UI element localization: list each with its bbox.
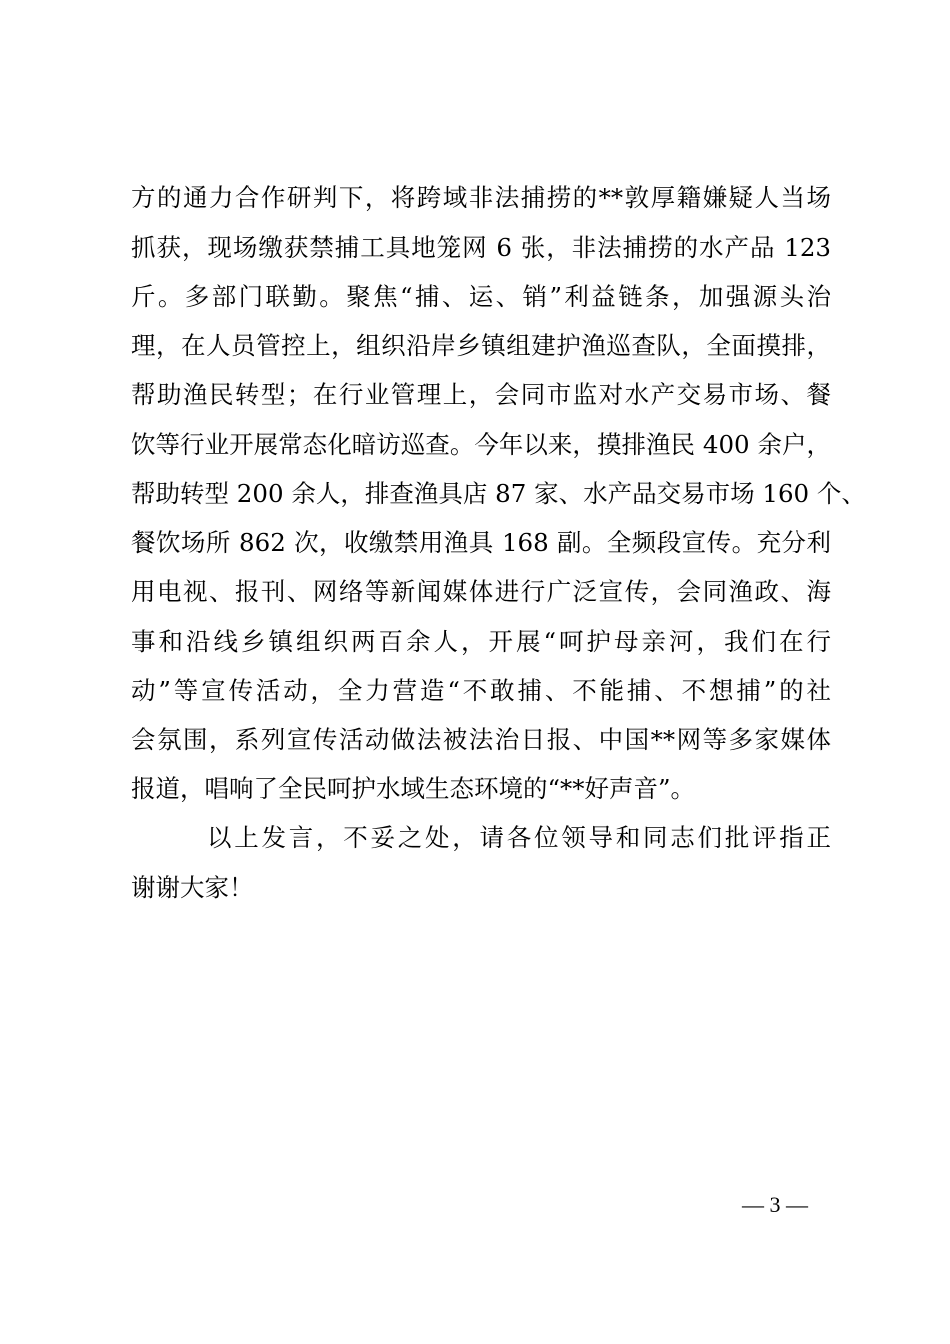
closing-line-2: 谢谢大家！ — [131, 873, 254, 902]
body-line-3: 斤。多部门联勤。聚焦“捕、运、销”利益链条，加强源头治 — [131, 282, 831, 311]
body-line-1: 方的通力合作研判下，将跨域非法捕捞的**敦厚籍嫌疑人当场 — [131, 183, 831, 212]
body-line-13: 报道，唱响了全民呵护水域生态环境的“**好声音”。 — [131, 774, 696, 803]
body-line-5: 帮助渔民转型；在行业管理上，会同市监对水产交易市场、餐 — [131, 380, 831, 409]
body-line-11: 动”等宣传活动，全力营造“不敢捕、不能捕、不想捕”的社 — [131, 676, 831, 705]
page-number: — 3 — — [742, 1192, 808, 1217]
closing-line-1: 以上发言，不妥之处，请各位领导和同志们批评指正 — [207, 823, 831, 852]
body-line-7: 帮助转型 200 余人，排查渔具店 87 家、水产品交易市场 160 个、 — [131, 479, 866, 508]
body-line-10: 事和沿线乡镇组织两百余人，开展“呵护母亲河，我们在行 — [131, 627, 831, 656]
body-line-6: 饮等行业开展常态化暗访巡查。今年以来，摸排渔民 400 余户， — [131, 430, 831, 459]
body-line-2: 抓获，现场缴获禁捕工具地笼网 6 张，非法捕捞的水产品 123 — [131, 233, 831, 262]
body-line-9: 用电视、报刊、网络等新闻媒体进行广泛宣传，会同渔政、海 — [131, 577, 831, 606]
body-line-12: 会氛围，系列宣传活动做法被法治日报、中国**网等多家媒体 — [131, 725, 831, 754]
body-line-8: 餐饮场所 862 次，收缴禁用渔具 168 副。全频段宣传。充分利 — [131, 528, 831, 557]
body-line-4: 理，在人员管控上，组织沿岸乡镇组建护渔巡查队，全面摸排， — [131, 331, 831, 360]
